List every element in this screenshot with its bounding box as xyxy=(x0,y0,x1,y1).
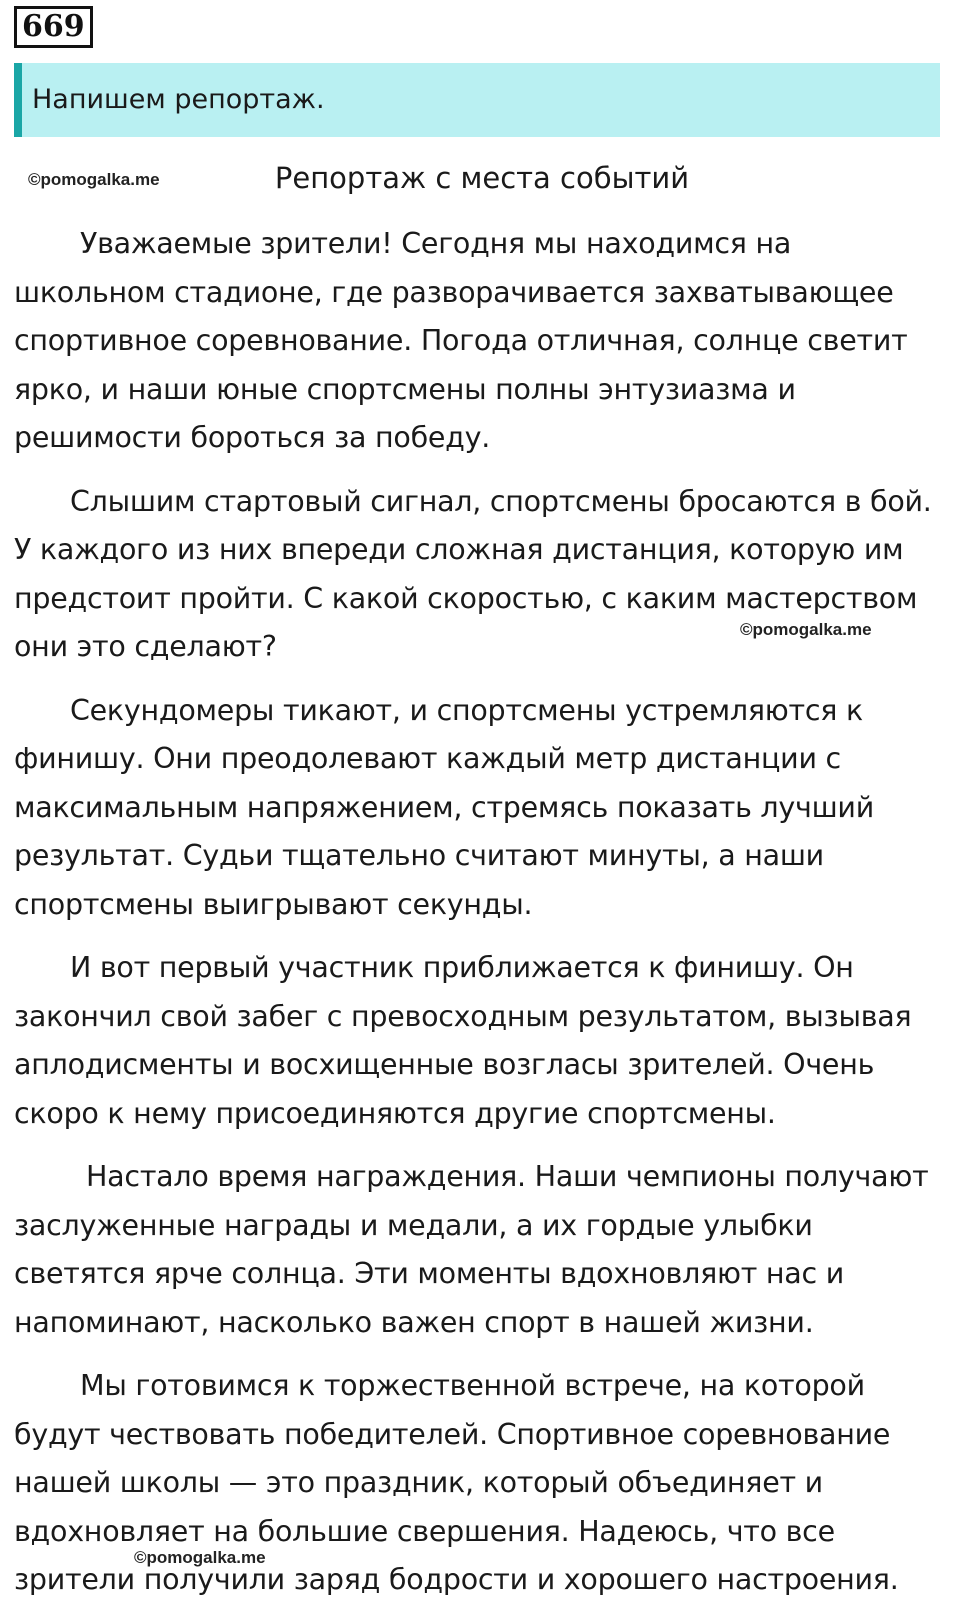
paragraph: И вот первый участник приближается к финишу. Он закончил свой забег с превосходным результатом, вызывая аплодисменты и восхищенные возгласы зрителей. Очень скоро к нему присоединяются другие спортсмены. xyxy=(14,951,912,1130)
paragraph: Уважаемые зрители! Сегодня мы находимся на школьном стадионе, где разворачивается захватывающее спортивное соревнование. Погода отличная, солнце светит ярко, и наши юные спортсмены полны энтузиазма и решимости бороться за победу. xyxy=(14,227,908,454)
watermark: ©pomogalka.me xyxy=(134,1548,266,1567)
paragraph: Секундомеры тикают, и спортсмены устремляются к финишу. Они преодолевают каждый метр дистанции с максимальным напряжением, стремясь показать лучший результат. Судьи тщательно считают минуты, а наши спортсмены выигрывают секунды. xyxy=(14,693,874,921)
paragraph: Настало время награждения. Наши чемпионы получают заслуженные награды и медали, а их гордые улыбки светятся ярче солнца. Эти моменты вдохновляют нас и напоминают, насколько важен спорт в нашей жизни. xyxy=(14,1160,929,1339)
article-title xyxy=(0,158,960,198)
task-instruction: Напишем репортаж. xyxy=(14,63,940,137)
article-title-text: Репортаж с места событий xyxy=(274,161,690,195)
paragraph: Слышим стартовый сигнал, спортсмены бросаются в бой. У каждого из них впереди сложная дистанция, которую им предстоит пройти. С какой скоростью, с каким мастерством они это сделают? xyxy=(14,484,932,663)
watermark: ©pomogalka.me xyxy=(740,620,872,639)
watermark: ©pomogalka.me xyxy=(28,170,160,189)
task-number: 669 xyxy=(14,6,93,48)
article-body xyxy=(14,220,949,1620)
paragraph: Мы готовимся к торжественной встрече, на которой будут чествовать победителей. Спортивное соревнование нашей школы — это праздник, который объединяет и вдохновляет на большие свершения. Надеюсь, что все зрители получили заряд бодрости и хорошего настроения. xyxy=(14,1369,899,1596)
